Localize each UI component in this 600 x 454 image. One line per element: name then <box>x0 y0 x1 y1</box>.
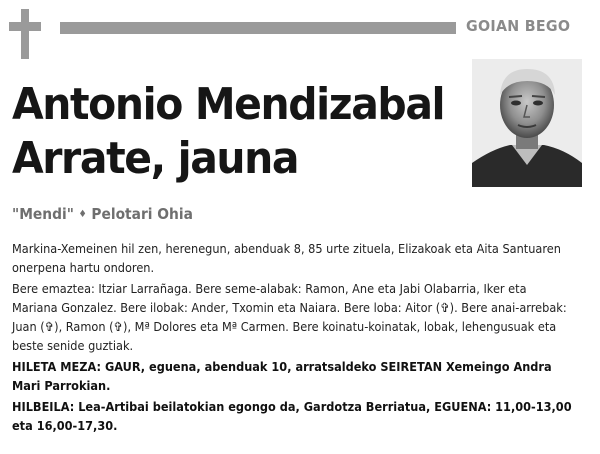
paragraph-wake: HILBEILA: Lea-Artibai beilatokian egongo da, Gardotza Berriatua, EGUENA: 11,00-13,00 eta 16,00-17,30. <box>12 399 572 433</box>
diamond-separator: ♦ <box>78 209 87 220</box>
paragraph-funeral-mass: HILETA MEZA: GAUR, eguena, abenduak 10, arratsaldeko SEIRETAN Xemeingo Andra Mari Parrokian. <box>12 359 552 393</box>
header-rule <box>60 22 456 34</box>
nickname: "Mendi" <box>12 205 74 223</box>
obituary-body <box>12 239 574 437</box>
section-tag: GOIAN BEGO <box>466 17 571 35</box>
paragraph-death: Markina-Xemeinen hil zen, herenegun, abenduak 8, 85 urte zituela, Elizakoak eta Aita Santuaren onerpena hartu ondoren. <box>12 241 561 275</box>
name-line-1: Antonio Mendizabal <box>12 79 445 130</box>
name-line-2: Arrate, jauna <box>12 133 299 184</box>
portrait-photo <box>472 59 582 187</box>
role: Pelotari Ohia <box>91 205 193 223</box>
portrait-image <box>472 59 582 187</box>
subtitle <box>12 205 193 223</box>
paragraph-family: Bere emaztea: Itziar Larrañaga. Bere seme-alabak: Ramon, Ane eta Jabi Olabarria, Iker eta Mariana Gonzalez. Bere ilobak: Ander, Txomin eta Naiara. Bere loba: Aitor (✞). Bere anai-arrebak: Juan (✞), Ramon (✞), Mª Dolores eta Mª Carmen. Bere koinatu-koinatak, lobak, lehengusuak eta beste senide guztiak. <box>12 281 567 353</box>
deceased-name <box>12 78 444 186</box>
